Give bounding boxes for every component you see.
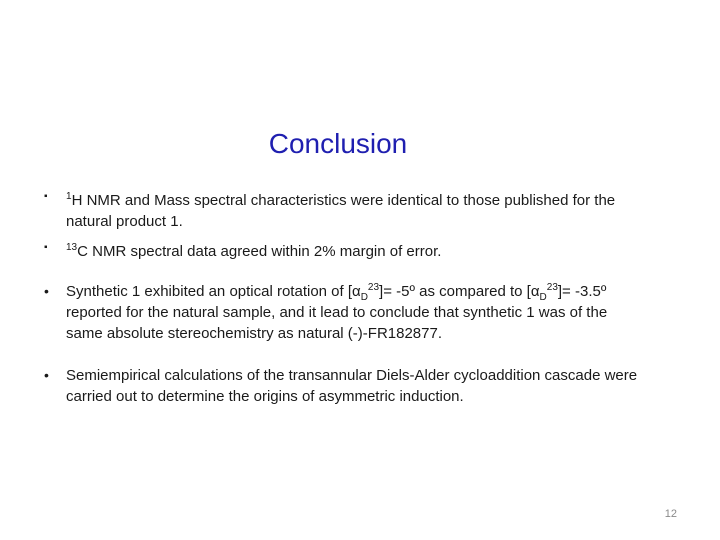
isotope-superscript: 1 [66,191,72,202]
bullet-item-1h-nmr [44,190,644,232]
bullet-text: Semiempirical calculations of the transannular Diels-Alder cycloaddition cascade were carried out to determine the origins of asymmetric induction. [66,367,638,405]
bullet-item-semiempirical [44,365,644,407]
isotope-superscript: 13 [66,242,78,253]
bullet-item-optical-rotation [44,281,644,344]
subscript: D [360,292,368,303]
bullet-text-part: ]= -5º as compared to [α [379,283,540,300]
subscript: D [539,292,547,303]
bullet-text: C NMR spectral data agreed within 2% margin of error. [77,243,442,260]
slide-title: Conclusion [268,128,408,159]
bullet-text: H NMR and Mass spectral characteristics were identical to those published for the natural product 1. [66,192,616,230]
superscript: 23 [546,282,558,293]
square-bullet-icon: ▪ [44,191,48,202]
bullet-list [44,190,644,407]
page-number: 12 [664,508,677,520]
superscript: 23 [367,282,380,293]
square-bullet-icon: ▪ [44,242,48,253]
round-bullet-icon: • [44,367,49,383]
bullet-text-part: Synthetic 1 exhibited an optical rotation of [α [66,283,361,300]
round-bullet-icon: • [44,283,49,299]
bullet-text-part: ]= -3.5º reported for the natural sample, and it lead to conclude that synthetic 1 was of the same absolute stereochemistry as natural (-)-FR182877. [66,283,608,342]
bullet-item-13c-nmr [44,241,644,262]
